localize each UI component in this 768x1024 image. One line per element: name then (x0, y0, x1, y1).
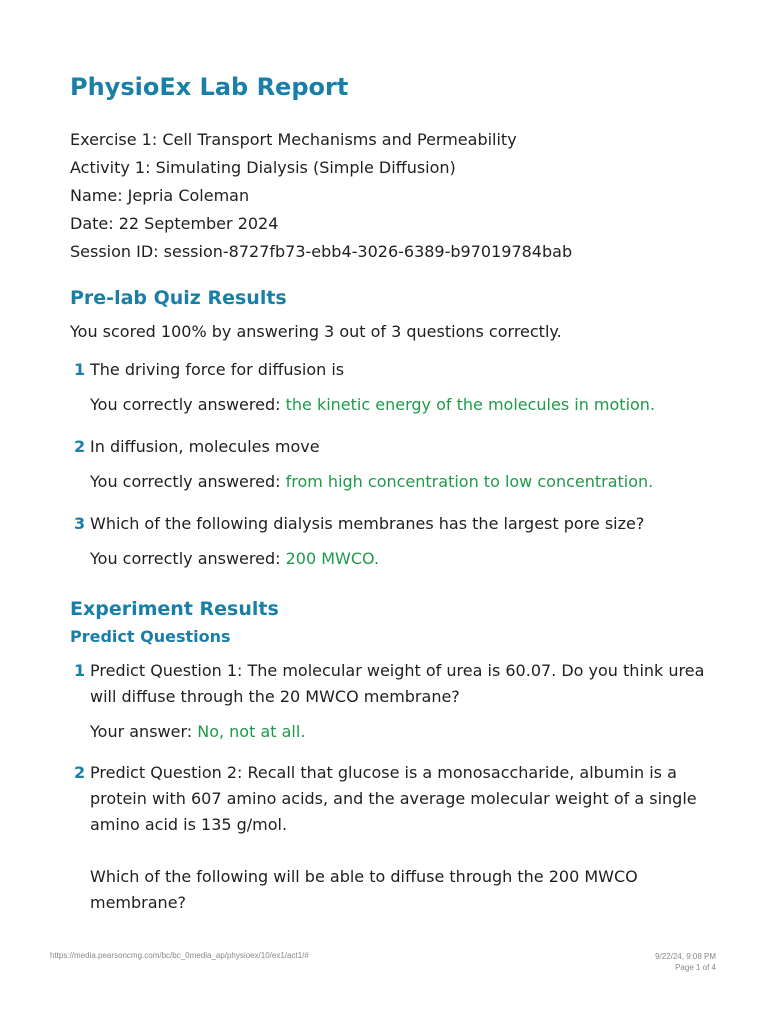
predict-question-2 (70, 760, 710, 916)
page-number: Page 1 of 4 (675, 963, 716, 972)
report-date: Date: 22 September 2024 (70, 214, 279, 233)
experiment-heading: Experiment Results (70, 598, 279, 620)
predict-questions-heading: Predict Questions (70, 627, 231, 646)
prelab-question-3 (70, 511, 710, 571)
question-number: 2 (74, 437, 86, 456)
activity-line: Activity 1: Simulating Dialysis (Simple Diffusion) (70, 158, 456, 177)
your-answer: No, not at all. (197, 722, 306, 741)
question-text-continued: Which of the following will be able to diffuse through the 200 MWCO membrane? (90, 867, 638, 912)
correct-answer: 200 MWCO. (285, 549, 380, 568)
question-number: 1 (74, 661, 86, 680)
question-text: Predict Question 2: Recall that glucose is a monosaccharide, albumin is a protein with 607 amino acids, and the average molecular weight of a single amino acid is 135 g/mol. (90, 763, 697, 834)
answer-prefix: You correctly answered: (90, 472, 286, 491)
footer-page-info (655, 951, 716, 973)
lab-report (70, 70, 710, 916)
session-id: Session ID: session-8727fb73-ebb4-3026-6389-b97019784bab (70, 242, 573, 261)
footer-url: https://media.pearsoncmg.com/bc/bc_0media_ap/physioex/10/ex1/act1/# (50, 951, 309, 960)
correct-answer: from high concentration to low concentration. (285, 472, 654, 491)
prelab-question-1 (70, 357, 710, 417)
print-datetime: 9/22/24, 9:08 PM (655, 952, 716, 961)
prelab-summary: You scored 100% by answering 3 out of 3 questions correctly. (70, 322, 562, 341)
question-text: Predict Question 1: The molecular weight of urea is 60.07. Do you think urea will diffuse through the 20 MWCO membrane? (90, 661, 705, 706)
answer-prefix: You correctly answered: (90, 395, 286, 414)
prelab-heading: Pre-lab Quiz Results (70, 287, 287, 309)
prelab-question-2 (70, 434, 710, 494)
report-title: PhysioEx Lab Report (70, 73, 349, 101)
correct-answer: the kinetic energy of the molecules in motion. (285, 395, 656, 414)
question-number: 2 (74, 763, 86, 782)
question-text: In diffusion, molecules move (90, 437, 320, 456)
question-number: 3 (74, 514, 86, 533)
question-number: 1 (74, 360, 86, 379)
exercise-line: Exercise 1: Cell Transport Mechanisms and Permeability (70, 130, 517, 149)
answer-prefix: You correctly answered: (90, 549, 286, 568)
question-text: The driving force for diffusion is (90, 360, 345, 379)
report-meta (70, 126, 710, 266)
answer-prefix: Your answer: (90, 722, 198, 741)
student-name: Name: Jepria Coleman (70, 186, 250, 205)
question-text: Which of the following dialysis membranes has the largest pore size? (90, 514, 645, 533)
predict-question-1 (70, 658, 710, 744)
